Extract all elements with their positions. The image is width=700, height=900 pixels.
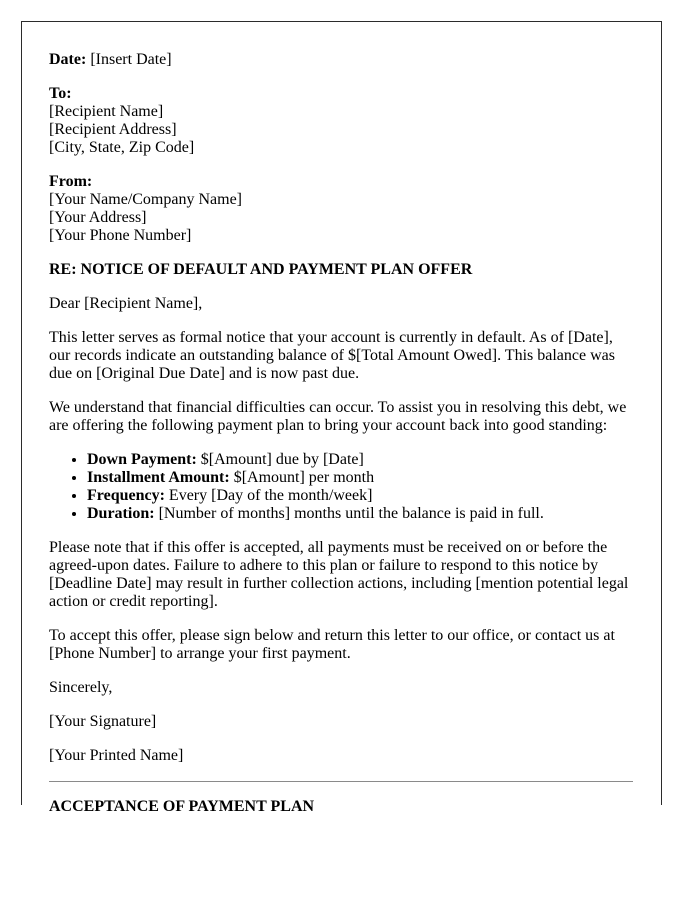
letter-page <box>21 21 662 815</box>
closing: Sincerely, <box>49 679 113 696</box>
duration-label: Duration: <box>87 505 155 522</box>
down-payment-label: Down Payment: <box>87 451 197 468</box>
installment-amount-label: Installment Amount: <box>87 469 230 486</box>
paragraph-acceptance-instructions: To accept this offer, please sign below and return this letter to our office, or contact us at [Phone Number] to arrange your first payment. <box>49 627 615 662</box>
list-item-installment-amount <box>87 469 633 487</box>
recipient-address: [Recipient Address] <box>49 121 177 138</box>
acceptance-heading-text: ACCEPTANCE OF PAYMENT PLAN <box>49 798 315 815</box>
sender-name: [Your Name/Company Name] <box>49 191 243 208</box>
recipient-name: [Recipient Name] <box>49 103 164 120</box>
printed-name-placeholder: [Your Printed Name] <box>49 747 184 764</box>
subject-text: RE: NOTICE OF DEFAULT AND PAYMENT PLAN OFFER <box>49 261 473 278</box>
list-item-frequency <box>87 487 633 505</box>
duration-value: [Number of months] months until the balance is paid in full. <box>158 505 544 522</box>
signature-placeholder: [Your Signature] <box>49 713 157 730</box>
recipient-block <box>49 85 633 157</box>
down-payment-value: $[Amount] due by [Date] <box>200 451 364 468</box>
installment-amount-value: $[Amount] per month <box>233 469 375 486</box>
to-label: To: <box>49 85 72 102</box>
from-label: From: <box>49 173 93 190</box>
date-line <box>49 51 633 69</box>
list-item-duration <box>87 505 633 523</box>
paragraph-plan-intro: We understand that financial difficulties can occur. To assist you in resolving this debt, we are offering the following payment plan to bring your account back into good standing: <box>49 399 627 434</box>
list-item-down-payment <box>87 451 633 469</box>
sender-address: [Your Address] <box>49 209 147 226</box>
subject-line <box>49 261 633 279</box>
paragraph-terms: Please note that if this offer is accepted, all payments must be received on or before the agreed-upon dates. Failure to adhere to this plan or failure to respond to this notice by [Deadline Date] may result in further collection actions, including [mention potential legal action or credit reporting]. <box>49 539 629 610</box>
frequency-value: Every [Day of the month/week] <box>168 487 373 504</box>
sender-block <box>49 173 633 245</box>
payment-plan-list <box>49 451 633 523</box>
section-divider <box>49 781 633 782</box>
salutation: Dear [Recipient Name], <box>49 295 203 312</box>
acceptance-heading <box>49 798 633 816</box>
paragraph-default-notice: This letter serves as formal notice that your account is currently in default. As of [Date], our records indicate an outstanding balance of $[Total Amount Owed]. This balance was due on [Original Due Date] and is now past due. <box>49 329 615 382</box>
recipient-city-state-zip: [City, State, Zip Code] <box>49 139 195 156</box>
date-label: Date: <box>49 51 87 68</box>
sender-phone: [Your Phone Number] <box>49 227 192 244</box>
frequency-label: Frequency: <box>87 487 165 504</box>
date-value: [Insert Date] <box>90 51 172 68</box>
